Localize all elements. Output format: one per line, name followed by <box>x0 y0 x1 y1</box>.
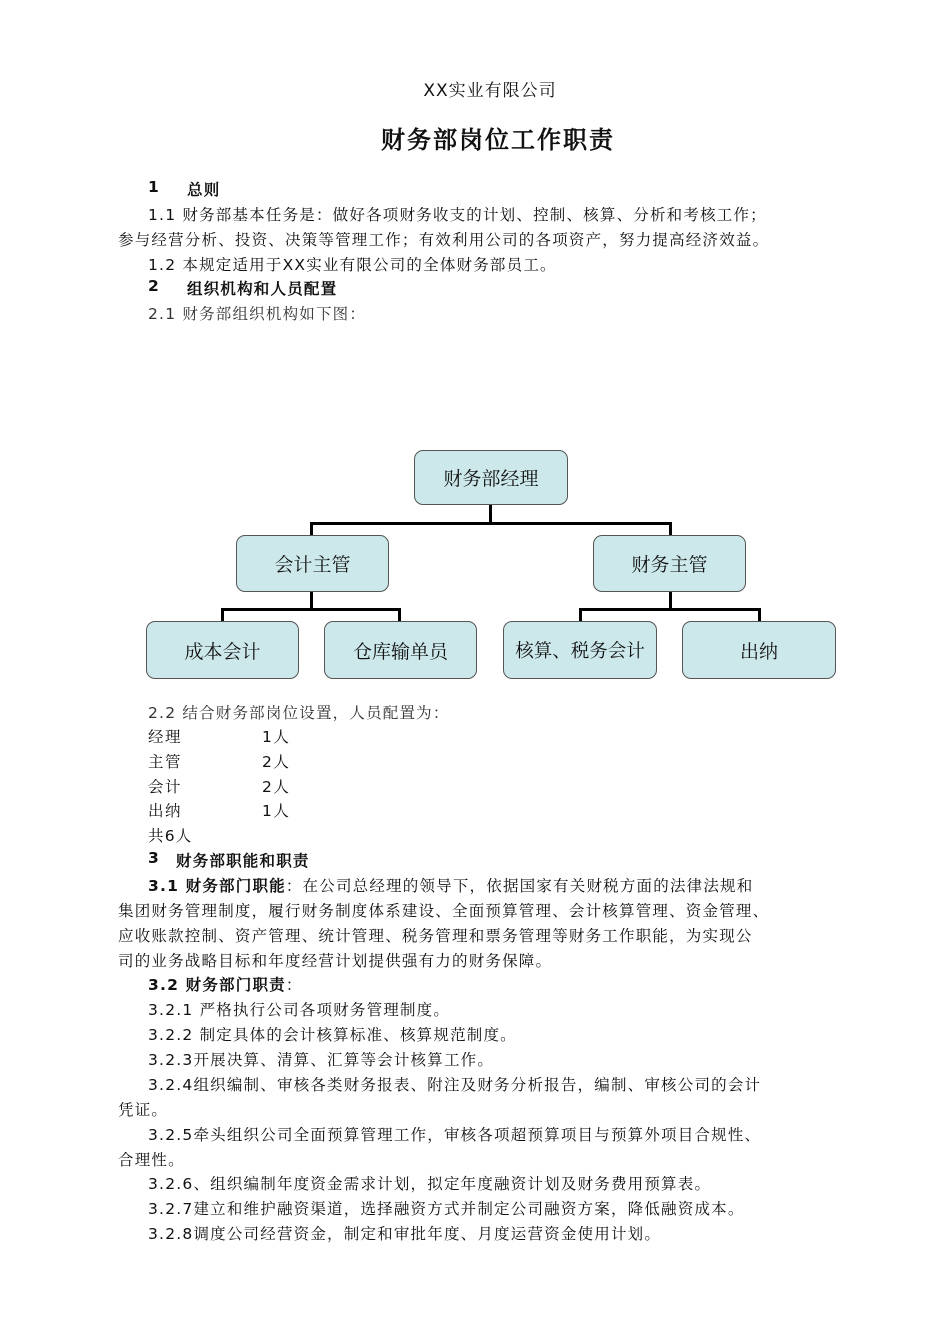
org-box-tax-accountant: 核算、税务会计 <box>503 621 657 679</box>
connector-to-accounting <box>310 522 313 536</box>
connector-to-cost-accountant <box>221 608 224 622</box>
section-2-number: 2 <box>148 277 160 295</box>
para-3-2-label: 3.2 财务部门职责 <box>148 976 286 994</box>
para-3-1-line3: 应收账款控制、资产管理、统计管理、税务管理和票务管理等财务工作职能，为实现公 <box>118 927 753 945</box>
para-3-1-line1 <box>148 874 753 896</box>
connector-to-warehouse-clerk <box>398 608 401 622</box>
duty-3-2-5-line1: 3.2.5牵头组织公司全面预算管理工作，审核各项超预算项目与预算外项目合规性、 <box>148 1126 762 1144</box>
para-1-1-line2: 参与经营分析、投资、决策等管理工作；有效利用公司的各项资产，努力提高经济效益。 <box>118 231 770 249</box>
staff-role: 出纳 <box>148 802 183 820</box>
para-3-1-line4: 司的业务战略目标和年度经营计划提供强有力的财务保障。 <box>118 952 553 970</box>
staff-count: 2人 <box>262 753 291 771</box>
para-3-1-label: 3.1 财务部门职能 <box>148 877 286 895</box>
connector-to-finance <box>669 522 672 536</box>
duty-3-2-5-line2: 合理性。 <box>118 1151 185 1169</box>
connector-level2-right-horizontal <box>579 608 761 611</box>
para-2-2: 2.2 结合财务部岗位设置，人员配置为： <box>148 704 450 722</box>
company-name: XX实业有限公司 <box>423 81 557 101</box>
section-3-number: 3 <box>148 849 160 867</box>
staff-count: 1人 <box>262 728 291 746</box>
org-box-finance-supervisor: 财务主管 <box>593 535 746 592</box>
para-1-1-line1: 1.1 财务部基本任务是：做好各项财务收支的计划、控制、核算、分析和考核工作； <box>148 206 767 224</box>
org-box-warehouse-clerk: 仓库输单员 <box>324 621 477 679</box>
org-box-cashier: 出纳 <box>682 621 836 679</box>
para-1-2: 1.2 本规定适用于XX实业有限公司的全体财务部员工。 <box>148 256 557 274</box>
duty-3-2-6: 3.2.6、组织编制年度资金需求计划，拟定年度融资计划及财务费用预算表。 <box>148 1175 712 1193</box>
staff-count: 2人 <box>262 778 291 796</box>
section-3-heading: 财务部职能和职责 <box>176 852 310 870</box>
connector-to-tax-accountant <box>579 608 582 622</box>
para-3-1-line2: 集团财务管理制度，履行财务制度体系建设、全面预算管理、会计核算管理、资金管理、 <box>118 902 770 920</box>
duty-3-2-1: 3.2.1 严格执行公司各项财务管理制度。 <box>148 1001 451 1019</box>
para-3-2-colon: ： <box>285 976 303 994</box>
connector-to-cashier <box>758 608 761 622</box>
staff-role: 会计 <box>148 778 183 796</box>
org-box-accounting-supervisor: 会计主管 <box>236 535 389 592</box>
section-1-heading: 总则 <box>187 181 221 199</box>
duty-3-2-7: 3.2.7建立和维护融资渠道，选择融资方式并制定公司融资方案，降低融资成本。 <box>148 1200 745 1218</box>
document-title: 财务部岗位工作职责 <box>381 126 615 154</box>
section-2-heading: 组织机构和人员配置 <box>187 280 338 298</box>
staff-role: 主管 <box>148 753 183 771</box>
para-2-1: 2.1 财务部组织机构如下图： <box>148 305 367 323</box>
section-1-number: 1 <box>148 178 160 196</box>
duty-3-2-8: 3.2.8调度公司经营资金，制定和审批年度、月度运营资金使用计划。 <box>148 1225 662 1243</box>
connector-level1-horizontal <box>310 522 672 525</box>
duty-3-2-3: 3.2.3开展决算、清算、汇算等会计核算工作。 <box>148 1051 495 1069</box>
staff-role: 经理 <box>148 728 183 746</box>
para-3-2-heading <box>148 973 303 995</box>
duty-3-2-2: 3.2.2 制定具体的会计核算标准、核算规范制度。 <box>148 1026 517 1044</box>
org-box-cost-accountant: 成本会计 <box>146 621 299 679</box>
duty-3-2-4-line2: 凭证。 <box>118 1101 169 1119</box>
para-3-1-text: ：在公司总经理的领导下，依据国家有关财税方面的法律法规和 <box>285 877 754 895</box>
staff-total: 共6人 <box>148 827 193 845</box>
duty-3-2-4-line1: 3.2.4组织编制、审核各类财务报表、附注及财务分析报告，编制、审核公司的会计 <box>148 1076 762 1094</box>
org-box-manager: 财务部经理 <box>414 450 568 505</box>
connector-level2-left-horizontal <box>221 608 401 611</box>
staff-count: 1人 <box>262 802 291 820</box>
